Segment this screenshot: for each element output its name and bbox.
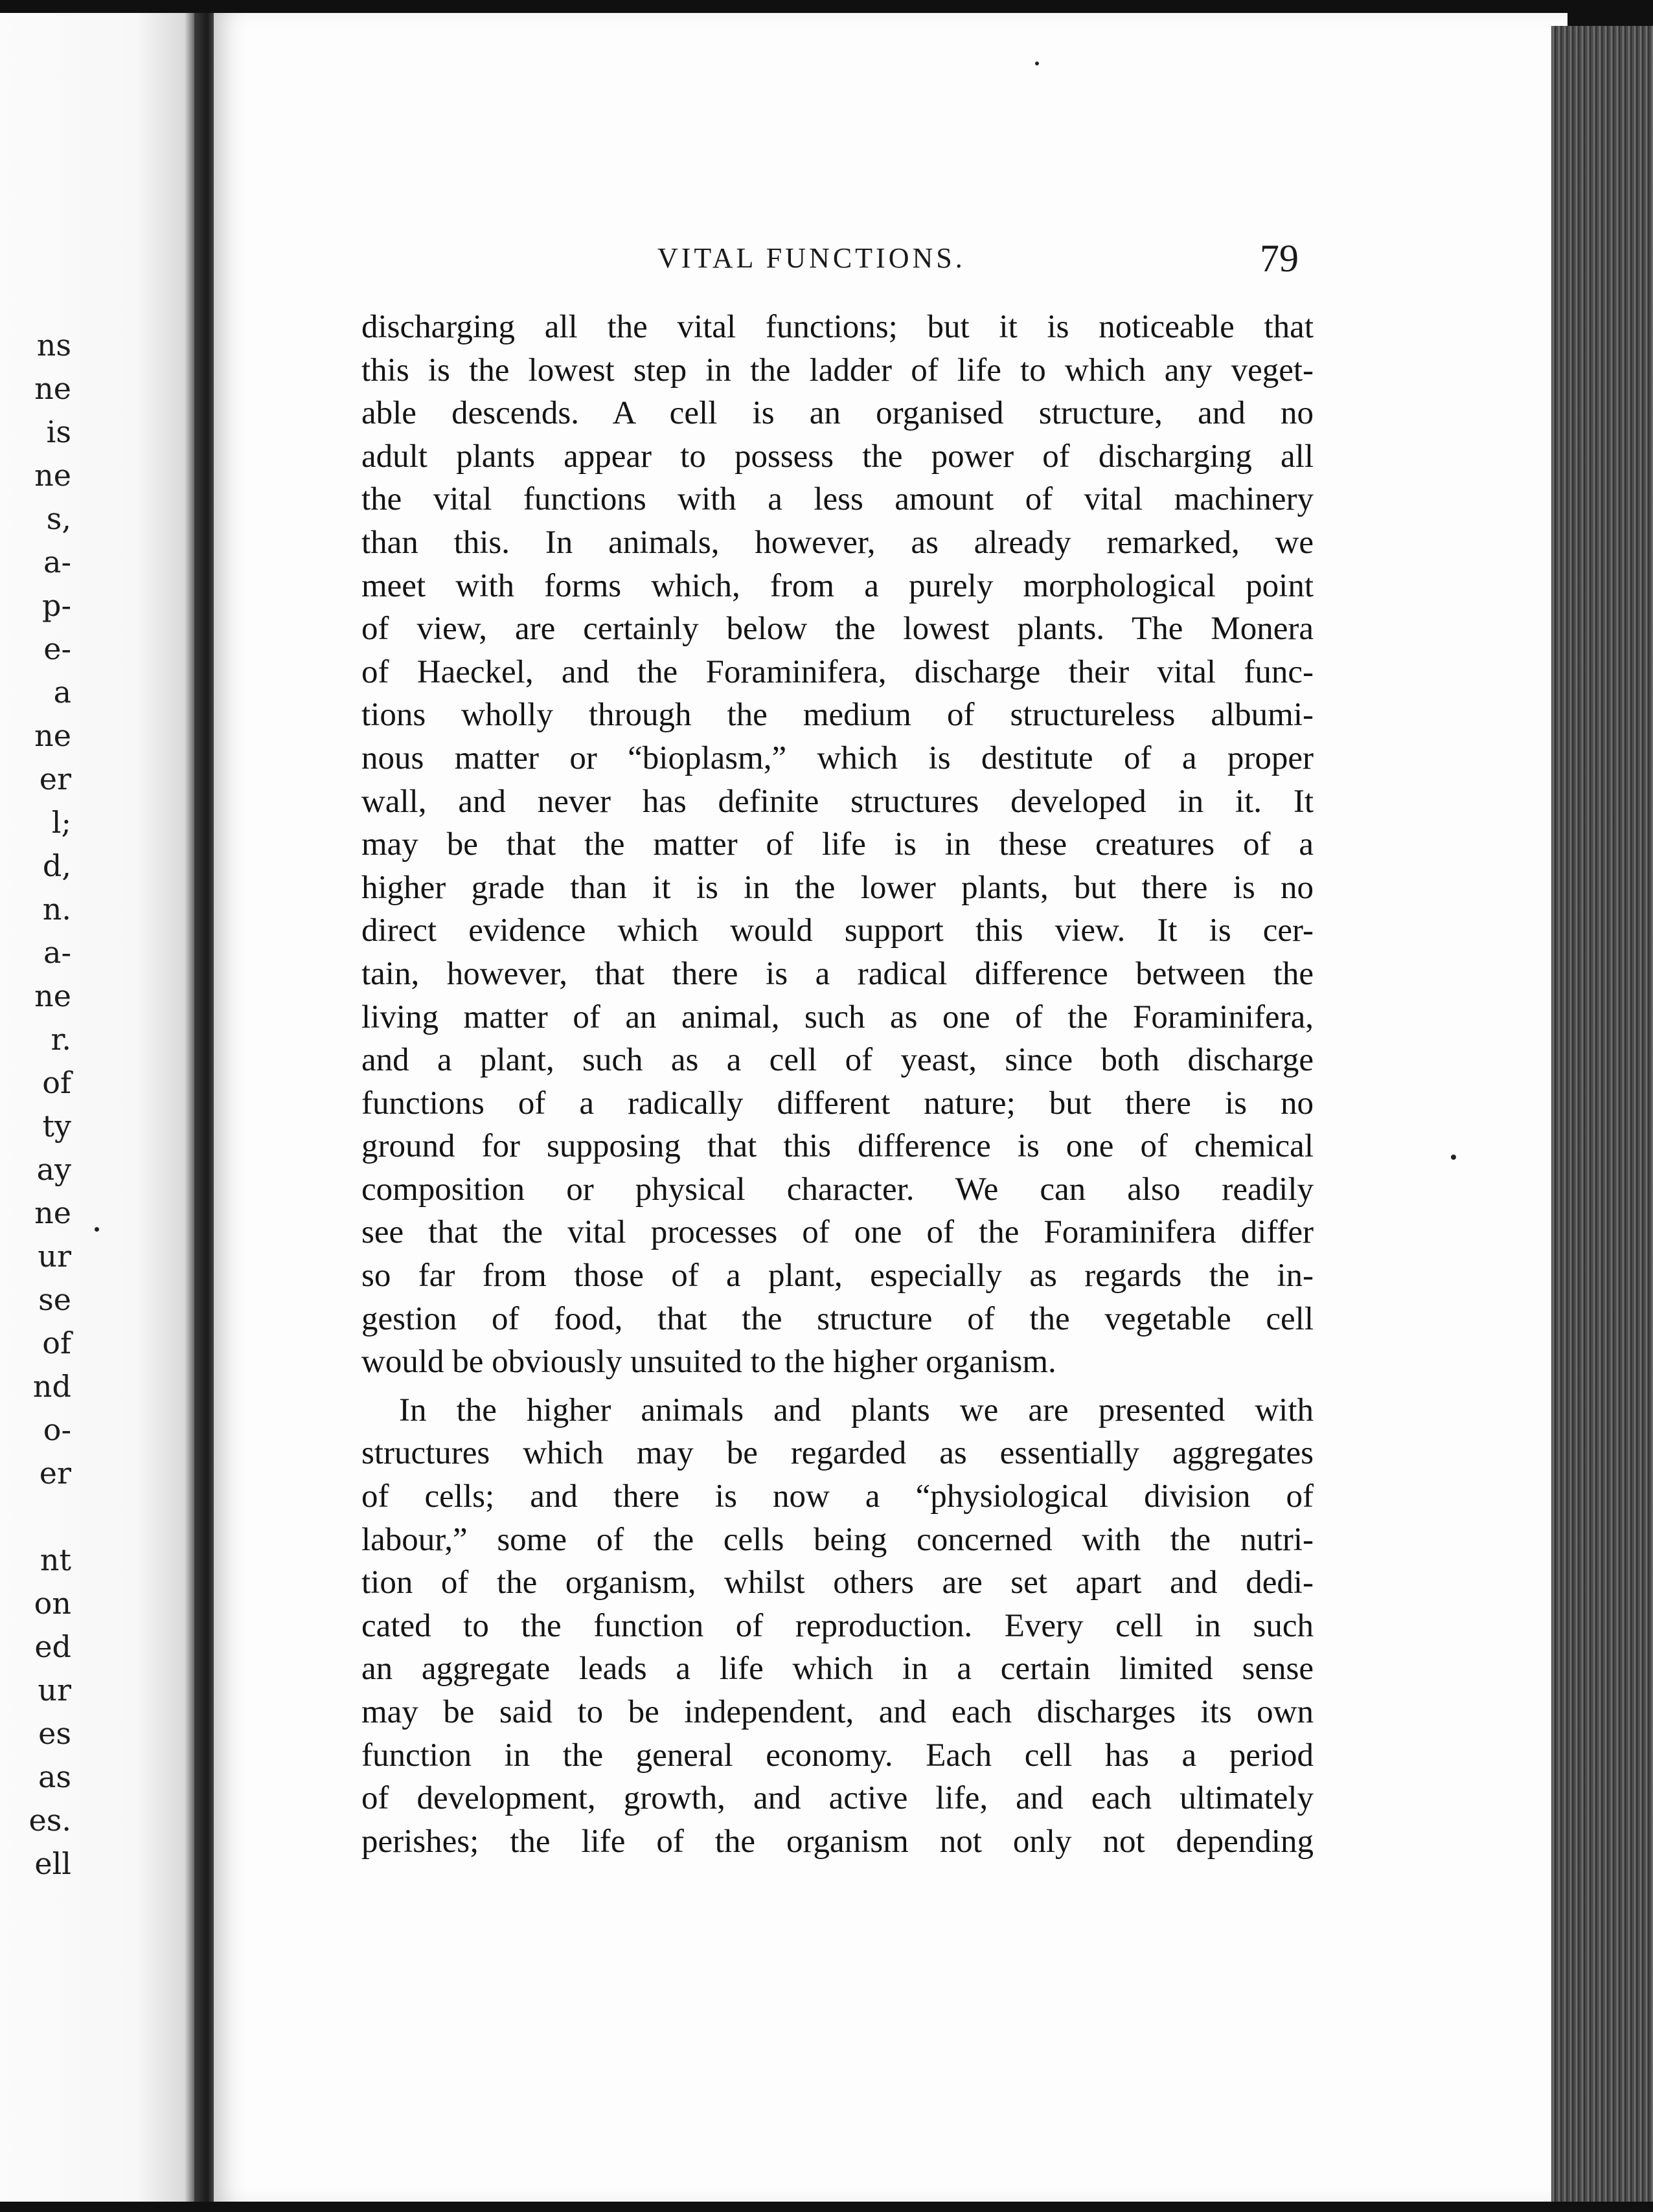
text-line: the vital functions with a less amount of vital machinery (361, 481, 1314, 518)
text-line: composition or physical character. We can also readily (361, 1171, 1314, 1208)
text-line: meet with forms which, from a purely morphological point (361, 567, 1314, 604)
text-line: ground for supposing that this difference is one of chemical (361, 1128, 1314, 1165)
left-page-text-fragments (0, 324, 71, 1886)
text-line: functions of a radically different nature; but there is no (361, 1085, 1314, 1122)
text-line: of cells; and there is now a “physiological division of (361, 1478, 1314, 1515)
text-line: perishes; the life of the organism not only not depending (361, 1823, 1314, 1860)
page-edges (1551, 26, 1653, 2202)
page-header (657, 236, 1299, 280)
text-line: able descends. A cell is an organised structure, and no (361, 395, 1314, 432)
left-page-fragment: p- (42, 588, 71, 623)
text-line: tion of the organism, whilst others are set apart and dedi- (361, 1564, 1314, 1601)
left-page-fragment: ur (38, 1239, 71, 1274)
left-page-fragment: on (34, 1586, 71, 1621)
text-line: labour,” some of the cells being concerned with the nutri- (361, 1521, 1314, 1558)
body-text (361, 306, 1314, 1863)
left-page-fragment: ne (34, 1195, 71, 1230)
left-page-fragment: ns (36, 328, 71, 363)
text-line: adult plants appear to possess the power of discharging all (361, 438, 1314, 475)
left-page-fragment: l; (51, 805, 71, 840)
left-page-fragment: ne (34, 458, 71, 493)
left-page (0, 13, 194, 2202)
paragraph-gap (361, 1384, 1314, 1389)
text-line: discharging all the vital functions; but it is noticeable that (361, 309, 1314, 345)
text-line: see that the vital processes of one of the Foraminifera differ (361, 1214, 1314, 1251)
left-page-fragment: is (46, 414, 71, 449)
left-page-fragment: s, (46, 501, 71, 536)
left-page-fragment: es (38, 1716, 71, 1751)
text-line: function in the general economy. Each cell has a period (361, 1737, 1314, 1774)
text-line: living matter of an animal, such as one of the Foraminifera, (361, 999, 1314, 1035)
left-page-fragment (0, 1495, 71, 1539)
paragraph (361, 306, 1314, 1384)
left-page-fragment: a- (43, 545, 71, 580)
text-line: an aggregate leads a life which in a certain limited sense (361, 1651, 1314, 1687)
text-line: cated to the function of reproduction. Every cell in such (361, 1607, 1314, 1644)
left-page-fragment: n. (42, 892, 71, 927)
text-line: may be said to be independent, and each discharges its own (361, 1694, 1314, 1730)
left-page-fragment: e- (43, 631, 71, 666)
left-page-fragment: a- (43, 935, 71, 970)
left-page-fragment: ell (34, 1846, 71, 1881)
left-page-fragment: er (39, 1456, 71, 1491)
text-line: wall, and never has definite structures developed in it. It (361, 783, 1314, 820)
text-line: nous matter or “bioplasm,” which is destitute of a proper (361, 739, 1314, 776)
text-line: so far from those of a plant, especially as regards the in- (361, 1258, 1314, 1294)
left-page-fragment: nd (32, 1369, 71, 1404)
text-line: In the higher animals and plants we are presented with (399, 1392, 1314, 1428)
text-line: and a plant, such as a cell of yeast, since both discharge (361, 1042, 1314, 1079)
text-line: would be obviously unsuited to the higher organism. (361, 1344, 1056, 1381)
left-page-fragment: ay (36, 1152, 71, 1187)
left-page-fragment: as (38, 1759, 71, 1794)
left-page-fragment: nt (40, 1542, 71, 1577)
scan-speck (1451, 1155, 1456, 1160)
left-page-fragment: of (42, 1065, 71, 1100)
text-line: may be that the matter of life is in these creatures of a (361, 826, 1314, 863)
left-page-fragment: ne (34, 718, 71, 753)
page-number: 79 (1260, 237, 1299, 280)
scan-speck (95, 1227, 99, 1232)
text-line: gestion of food, that the structure of the vegetable cell (361, 1300, 1314, 1337)
left-page-fragment: er (39, 762, 71, 796)
text-line: direct evidence which would support this view. It is cer- (361, 912, 1314, 949)
text-line: tain, however, that there is a radical difference between the (361, 955, 1314, 992)
text-line: tions wholly through the medium of structureless albumi- (361, 697, 1314, 734)
left-page-fragment: ur (38, 1673, 71, 1708)
left-page-fragment: d, (42, 848, 71, 883)
running-head: VITAL FUNCTIONS. (657, 242, 966, 274)
left-page-fragment: ty (42, 1109, 71, 1144)
left-page-fragment: es. (28, 1803, 71, 1838)
left-page-fragment: r. (51, 1022, 71, 1057)
left-page-fragment: of (42, 1326, 71, 1360)
text-line: of view, are certainly below the lowest plants. The Monera (361, 611, 1314, 648)
left-page-fragment: se (38, 1282, 71, 1317)
text-line: than this. In animals, however, as already remarked, we (361, 524, 1314, 561)
text-line: structures which may be regarded as essentially aggregates (361, 1435, 1314, 1472)
left-page-fragment: ne (34, 978, 71, 1013)
text-line: of development, growth, and active life, and each ultimately (361, 1780, 1314, 1817)
left-page-fragment: a (53, 675, 71, 710)
text-line: higher grade than it is in the lower plants, but there is no (361, 869, 1314, 906)
text-line: of Haeckel, and the Foraminifera, discharge their vital func- (361, 653, 1314, 690)
text-line: this is the lowest step in the ladder of life to which any veget- (361, 352, 1314, 389)
paragraph (361, 1389, 1314, 1864)
scan-speck (1035, 62, 1039, 65)
left-page-fragment: o- (43, 1412, 71, 1447)
left-page-fragment: ed (34, 1629, 71, 1664)
left-page-fragment: ne (34, 371, 71, 406)
